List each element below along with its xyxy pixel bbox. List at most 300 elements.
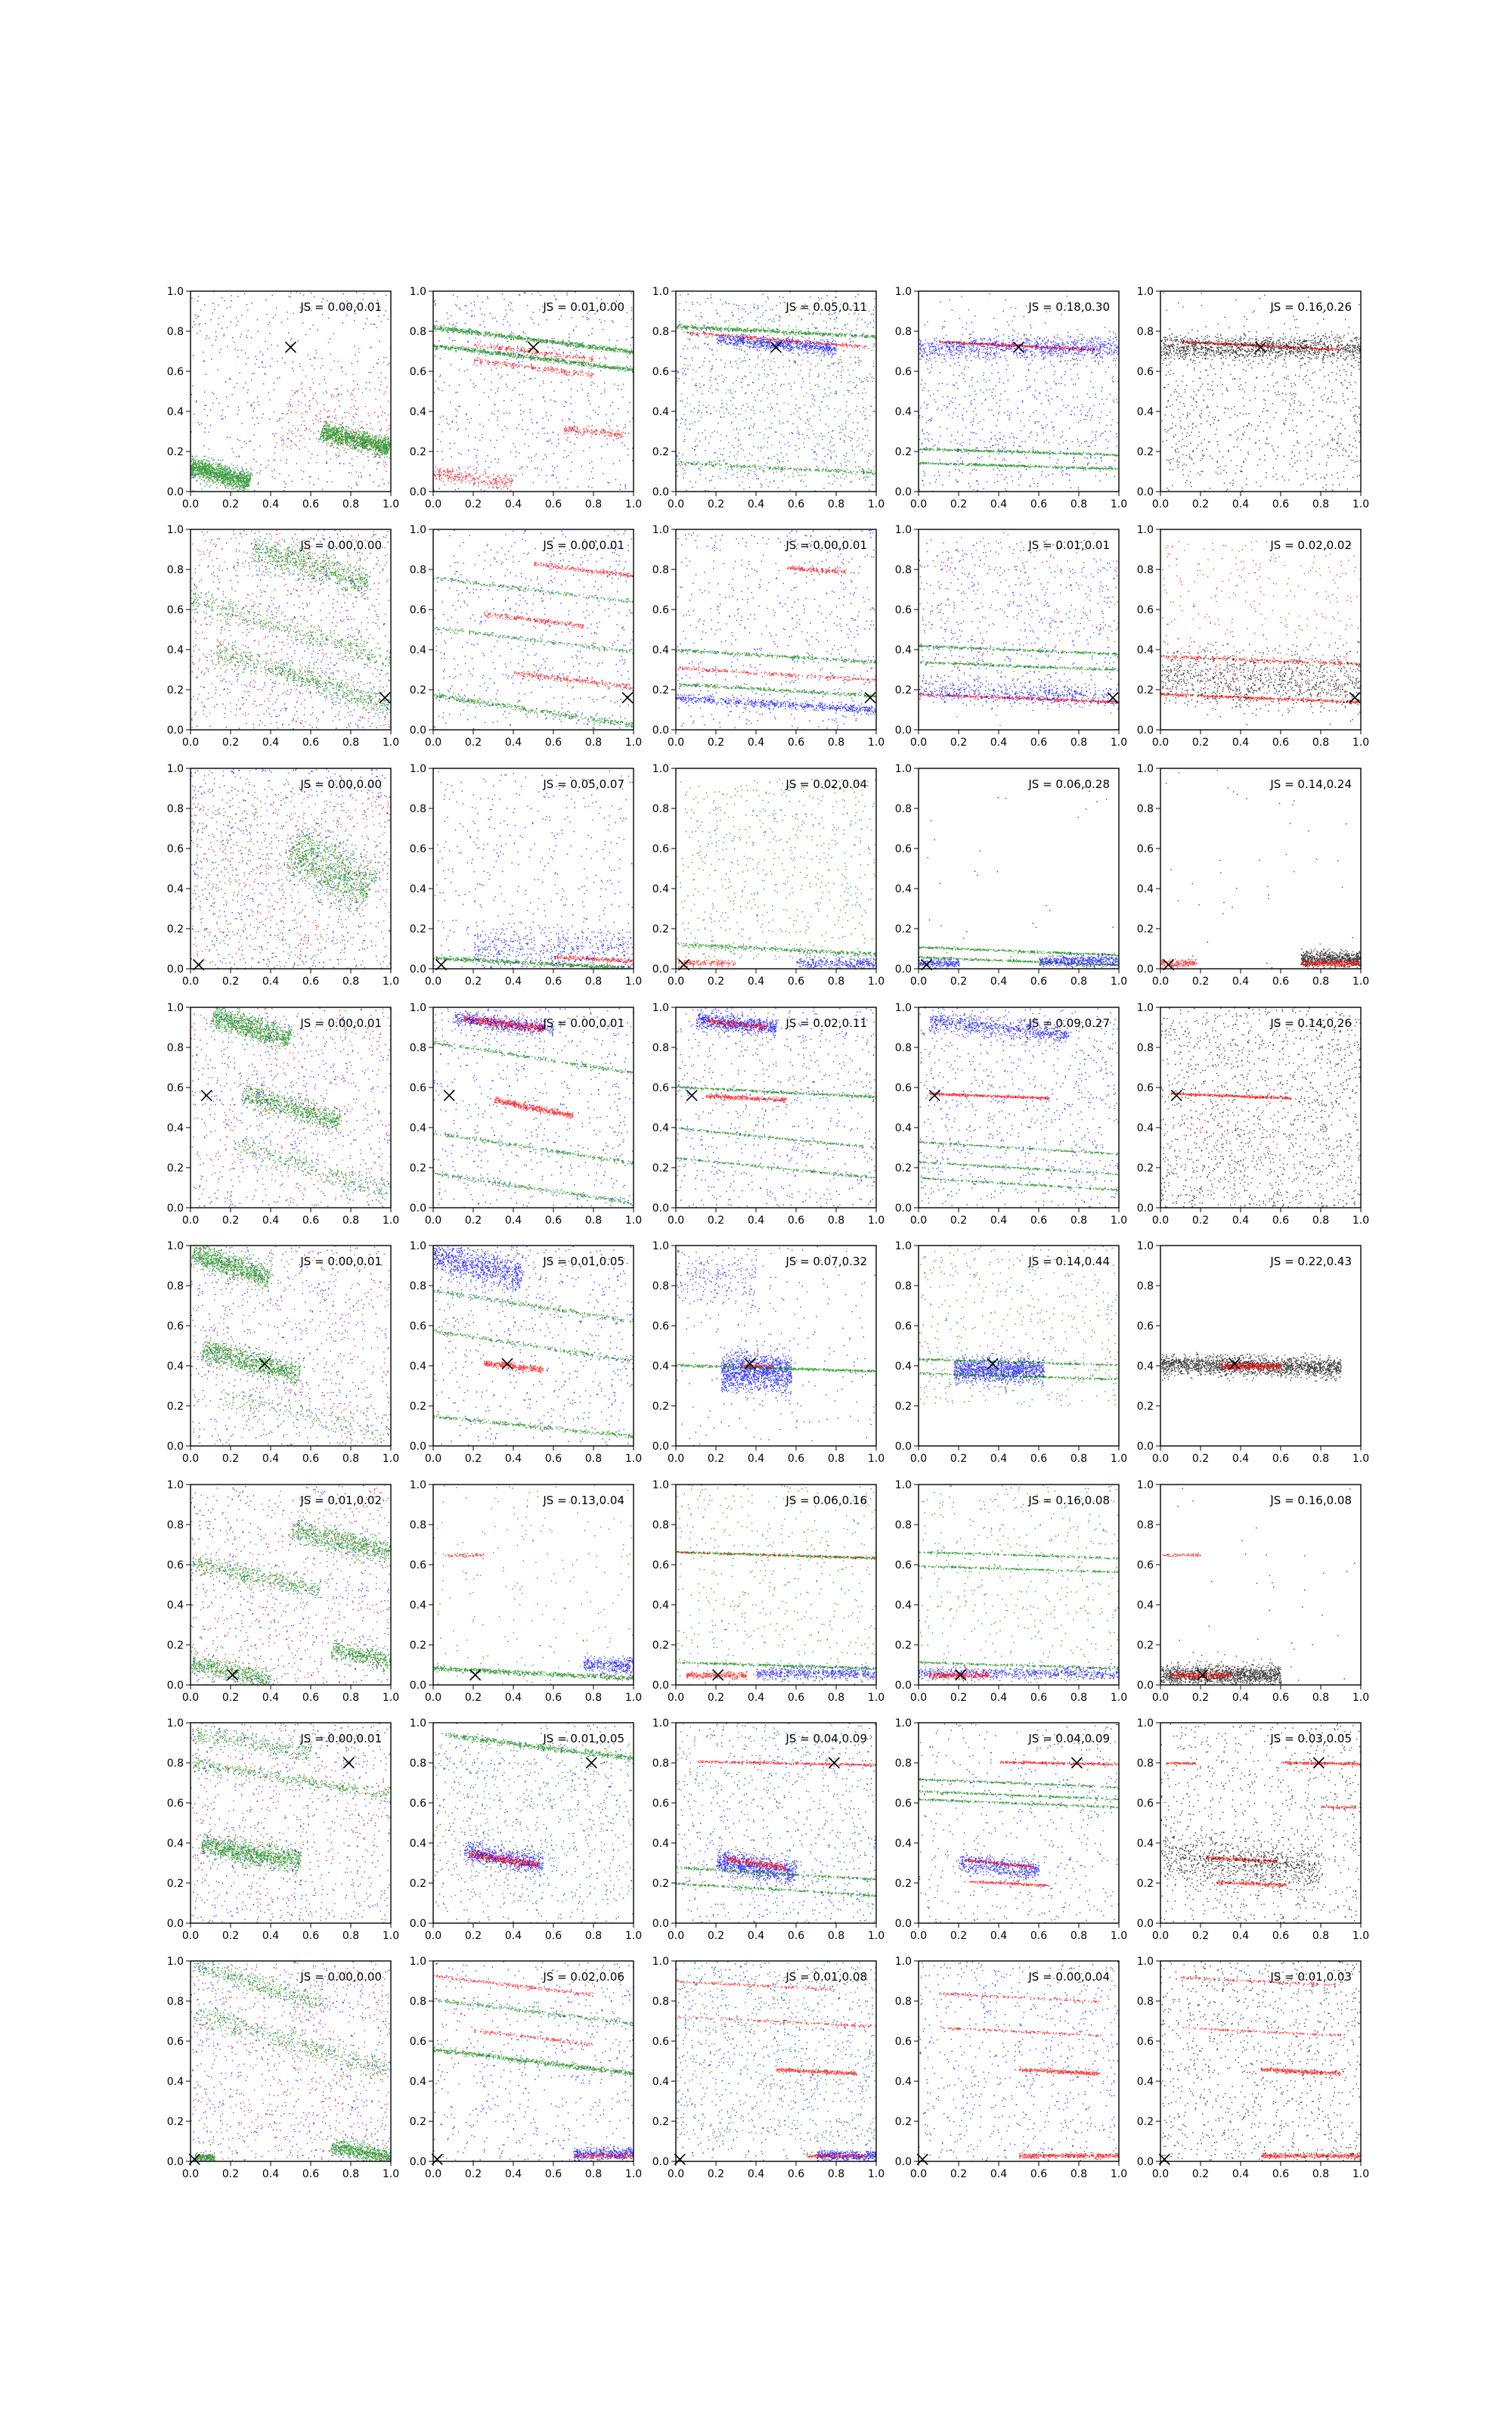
x-tick-label: 0.4 [990, 737, 1008, 749]
y-tick-label: 1.0 [409, 763, 426, 775]
y-tick-label: 0.2 [166, 923, 184, 935]
y-tick-label: 1.0 [652, 1717, 669, 1730]
y-tick-label: 0.0 [1136, 486, 1154, 498]
y-tick-label: 0.8 [409, 803, 426, 815]
x-tick-label: 0.0 [1151, 1930, 1170, 1942]
y-tick-label: 1.0 [166, 1002, 184, 1014]
y-tick-label: 0.8 [894, 803, 912, 815]
y-tick-label: 0.4 [166, 1838, 184, 1850]
y-tick-label: 0.6 [166, 2036, 184, 2048]
y-tick-label: 0.6 [1136, 366, 1154, 378]
y-tick-label: 0.6 [894, 843, 912, 855]
y-tick-label: 0.0 [652, 1918, 669, 1930]
x-tick-label: 1.0 [1352, 1215, 1370, 1227]
x-tick-label: 1.0 [624, 1692, 643, 1704]
y-tick-label: 0.6 [1136, 1559, 1154, 1571]
y-tick-label: 0.2 [166, 1878, 184, 1890]
x-tick-label: 0.2 [707, 2168, 725, 2180]
y-tick-label: 0.2 [166, 2116, 184, 2128]
x-tick-label: 1.0 [624, 2168, 643, 2180]
x-tick-label: 0.0 [424, 1692, 442, 1704]
y-tick-label: 1.0 [166, 1479, 184, 1491]
y-tick-label: 0.8 [1136, 1280, 1154, 1292]
y-tick-label: 0.4 [409, 644, 426, 656]
x-tick-label: 1.0 [867, 498, 885, 510]
x-tick-label: 0.8 [342, 1215, 360, 1227]
x-tick-label: 1.0 [1110, 1215, 1128, 1227]
y-tick-label: 0.4 [652, 644, 669, 656]
x-tick-label: 0.4 [504, 976, 522, 988]
y-tick-label: 0.0 [652, 486, 669, 498]
js-annotation: JS = 0.03,0.05 [1270, 1732, 1352, 1745]
y-tick-label: 0.8 [166, 1519, 184, 1531]
y-tick-label: 0.8 [166, 803, 184, 815]
y-tick-label: 0.6 [166, 604, 184, 616]
x-tick-label: 0.8 [584, 1692, 603, 1704]
y-tick-label: 1.0 [166, 524, 184, 536]
x-tick-label: 0.8 [342, 1692, 360, 1704]
x-tick-label: 0.2 [707, 737, 725, 749]
js-annotation: JS = 0.04,0.09 [785, 1732, 867, 1745]
y-tick-label: 0.6 [894, 1320, 912, 1333]
js-annotation: JS = 0.09,0.27 [1028, 1016, 1110, 1030]
y-tick-label: 0.0 [166, 1441, 184, 1453]
y-tick-label: 0.8 [652, 326, 669, 338]
y-tick-label: 1.0 [1136, 1002, 1154, 1014]
y-tick-label: 0.0 [652, 2156, 669, 2168]
y-tick-label: 1.0 [894, 1240, 912, 1252]
js-annotation: JS = 0.00,0.01 [300, 1255, 382, 1268]
x-tick-label: 0.0 [667, 1692, 685, 1704]
js-annotation: JS = 0.01,0.03 [1270, 1970, 1352, 1984]
y-tick-label: 0.0 [409, 1441, 426, 1453]
y-tick-label: 0.6 [894, 1798, 912, 1810]
y-tick-label: 0.4 [652, 883, 669, 895]
x-tick-label: 0.8 [1312, 737, 1330, 749]
x-tick-label: 0.4 [262, 737, 280, 749]
x-tick-label: 0.6 [302, 1453, 320, 1465]
y-tick-label: 0.4 [409, 1838, 426, 1850]
x-tick-label: 1.0 [867, 1453, 885, 1465]
x-tick-label: 0.6 [1030, 498, 1048, 510]
y-tick-label: 0.4 [166, 1599, 184, 1612]
js-annotation: JS = 0.04,0.09 [1028, 1732, 1110, 1745]
y-tick-label: 0.4 [894, 1122, 912, 1134]
x-tick-label: 0.0 [1151, 737, 1170, 749]
y-tick-label: 1.0 [652, 1240, 669, 1252]
y-tick-label: 0.8 [652, 1519, 669, 1531]
x-tick-label: 0.4 [504, 1215, 522, 1227]
y-tick-label: 0.6 [894, 366, 912, 378]
y-tick-label: 1.0 [1136, 524, 1154, 536]
y-tick-label: 0.6 [652, 1798, 669, 1810]
x-tick-label: 0.4 [747, 498, 765, 510]
x-tick-label: 1.0 [1110, 976, 1128, 988]
x-tick-label: 0.2 [950, 976, 968, 988]
y-tick-label: 0.4 [652, 2076, 669, 2088]
x-tick-label: 0.8 [1312, 1453, 1330, 1465]
y-tick-label: 1.0 [894, 1956, 912, 1968]
x-tick-label: 0.2 [464, 1453, 482, 1465]
y-tick-label: 0.4 [1136, 2076, 1154, 2088]
x-tick-label: 0.8 [1312, 976, 1330, 988]
x-tick-label: 1.0 [1352, 1692, 1370, 1704]
x-tick-label: 1.0 [624, 976, 643, 988]
y-tick-label: 0.2 [409, 1162, 426, 1174]
y-tick-label: 0.2 [409, 684, 426, 697]
y-tick-label: 0.0 [652, 1202, 669, 1215]
y-tick-label: 0.8 [894, 1042, 912, 1054]
x-tick-label: 0.0 [667, 1930, 685, 1942]
js-annotation: JS = 0.02,0.04 [785, 777, 867, 791]
y-tick-label: 0.2 [166, 1162, 184, 1174]
x-tick-label: 0.0 [909, 1692, 928, 1704]
x-tick-label: 1.0 [624, 1453, 643, 1465]
x-tick-label: 0.0 [181, 737, 200, 749]
y-tick-label: 0.8 [1136, 326, 1154, 338]
x-tick-label: 1.0 [624, 1215, 643, 1227]
y-tick-label: 1.0 [894, 1479, 912, 1491]
x-tick-label: 1.0 [1352, 498, 1370, 510]
x-tick-label: 0.0 [181, 1930, 200, 1942]
x-tick-label: 0.4 [262, 1453, 280, 1465]
x-tick-label: 1.0 [624, 1930, 643, 1942]
x-tick-label: 0.6 [787, 1930, 805, 1942]
y-tick-label: 0.8 [894, 1519, 912, 1531]
y-tick-label: 0.6 [409, 843, 426, 855]
x-tick-label: 1.0 [1110, 2168, 1128, 2180]
y-tick-label: 0.4 [409, 2076, 426, 2088]
y-tick-label: 0.0 [166, 1918, 184, 1930]
js-annotation: JS = 0.06,0.16 [785, 1494, 867, 1507]
y-tick-label: 0.4 [1136, 644, 1154, 656]
y-tick-label: 0.8 [1136, 1519, 1154, 1531]
x-tick-label: 0.0 [909, 1453, 928, 1465]
x-tick-label: 0.0 [667, 498, 685, 510]
x-tick-label: 0.6 [544, 1453, 562, 1465]
y-tick-label: 0.0 [894, 1680, 912, 1692]
x-tick-label: 0.6 [1272, 1215, 1290, 1227]
x-tick-label: 0.2 [222, 498, 240, 510]
x-tick-label: 0.8 [584, 1453, 603, 1465]
y-tick-label: 0.0 [894, 1918, 912, 1930]
js-annotation: JS = 0.02,0.02 [1270, 538, 1352, 552]
y-tick-label: 0.0 [409, 724, 426, 737]
js-annotation: JS = 0.00,0.01 [300, 1732, 382, 1745]
x-tick-label: 0.8 [1312, 1215, 1330, 1227]
x-tick-label: 0.2 [464, 2168, 482, 2180]
js-annotation: JS = 0.02,0.11 [785, 1016, 867, 1030]
x-tick-label: 1.0 [624, 737, 643, 749]
x-tick-label: 0.0 [1151, 1453, 1170, 1465]
x-tick-label: 0.8 [342, 1930, 360, 1942]
y-tick-label: 1.0 [894, 524, 912, 536]
js-annotation: JS = 0.16,0.08 [1028, 1494, 1110, 1507]
y-tick-label: 0.2 [894, 1878, 912, 1890]
y-tick-label: 0.0 [166, 1202, 184, 1215]
y-tick-label: 0.4 [894, 1838, 912, 1850]
y-tick-label: 0.6 [652, 1082, 669, 1094]
x-tick-label: 0.0 [667, 737, 685, 749]
y-tick-label: 0.0 [1136, 1202, 1154, 1215]
y-tick-label: 0.8 [409, 1280, 426, 1292]
x-tick-label: 0.4 [1232, 1930, 1250, 1942]
y-tick-label: 0.6 [166, 366, 184, 378]
x-tick-label: 0.8 [584, 737, 603, 749]
y-tick-label: 0.4 [409, 406, 426, 418]
js-annotation: JS = 0.00,0.01 [543, 1016, 624, 1030]
y-tick-label: 0.2 [1136, 923, 1154, 935]
y-tick-label: 0.6 [652, 1559, 669, 1571]
y-tick-label: 0.4 [1136, 883, 1154, 895]
y-tick-label: 0.2 [652, 1640, 669, 1652]
y-tick-label: 0.4 [894, 883, 912, 895]
x-tick-label: 0.8 [342, 2168, 360, 2180]
x-tick-label: 0.8 [342, 1453, 360, 1465]
y-tick-label: 1.0 [1136, 1717, 1154, 1730]
y-tick-label: 1.0 [409, 1240, 426, 1252]
x-tick-label: 0.2 [464, 1692, 482, 1704]
y-tick-label: 0.6 [652, 843, 669, 855]
y-tick-label: 1.0 [166, 1956, 184, 1968]
x-tick-label: 0.6 [544, 1215, 562, 1227]
x-tick-label: 0.6 [1272, 1692, 1290, 1704]
y-tick-label: 0.6 [1136, 604, 1154, 616]
y-tick-label: 0.0 [409, 2156, 426, 2168]
y-tick-label: 0.6 [894, 2036, 912, 2048]
y-tick-label: 0.8 [894, 1280, 912, 1292]
y-tick-label: 0.2 [652, 1878, 669, 1890]
js-annotation: JS = 0.14,0.24 [1270, 777, 1352, 791]
x-tick-label: 0.8 [1312, 1930, 1330, 1942]
x-tick-label: 0.4 [1232, 2168, 1250, 2180]
x-tick-label: 0.6 [787, 498, 805, 510]
y-tick-label: 0.0 [894, 1202, 912, 1215]
y-tick-label: 0.8 [409, 564, 426, 576]
x-tick-label: 0.6 [1272, 1930, 1290, 1942]
x-tick-label: 1.0 [1110, 1453, 1128, 1465]
y-tick-label: 1.0 [1136, 763, 1154, 775]
y-tick-label: 0.8 [652, 803, 669, 815]
x-tick-label: 1.0 [867, 737, 885, 749]
y-tick-label: 1.0 [166, 763, 184, 775]
y-tick-label: 0.0 [1136, 1441, 1154, 1453]
x-tick-label: 0.2 [222, 1453, 240, 1465]
y-tick-label: 1.0 [166, 286, 184, 298]
x-tick-label: 0.6 [1030, 2168, 1048, 2180]
y-tick-label: 0.8 [652, 564, 669, 576]
y-tick-label: 0.6 [894, 604, 912, 616]
y-tick-label: 0.4 [652, 1122, 669, 1134]
x-tick-label: 1.0 [1352, 976, 1370, 988]
x-tick-label: 0.6 [787, 1215, 805, 1227]
y-tick-label: 1.0 [652, 524, 669, 536]
x-tick-label: 0.2 [1191, 2168, 1210, 2180]
x-tick-label: 0.2 [707, 498, 725, 510]
x-tick-label: 0.6 [544, 2168, 562, 2180]
y-tick-label: 1.0 [1136, 1479, 1154, 1491]
js-annotation: JS = 0.00,0.00 [300, 538, 382, 552]
x-tick-label: 0.6 [1030, 1930, 1048, 1942]
y-tick-label: 0.4 [409, 1360, 426, 1373]
y-tick-label: 0.4 [166, 883, 184, 895]
x-tick-label: 0.8 [827, 1453, 845, 1465]
y-tick-label: 1.0 [409, 1479, 426, 1491]
js-annotation: JS = 0.16,0.08 [1270, 1494, 1352, 1507]
y-tick-label: 0.2 [1136, 1640, 1154, 1652]
y-tick-label: 0.8 [1136, 1758, 1154, 1770]
x-tick-label: 0.2 [950, 2168, 968, 2180]
x-tick-label: 0.8 [827, 737, 845, 749]
x-tick-label: 1.0 [867, 1215, 885, 1227]
y-tick-label: 0.8 [894, 1758, 912, 1770]
js-annotation: JS = 0.01,0.00 [543, 300, 624, 314]
x-tick-label: 0.6 [1030, 976, 1048, 988]
y-tick-label: 0.2 [1136, 446, 1154, 458]
x-tick-label: 0.2 [1191, 976, 1210, 988]
y-tick-label: 0.0 [409, 1680, 426, 1692]
y-tick-label: 0.8 [409, 1519, 426, 1531]
y-tick-label: 0.6 [652, 2036, 669, 2048]
x-tick-label: 0.8 [584, 498, 603, 510]
x-tick-label: 0.6 [1272, 498, 1290, 510]
y-tick-label: 0.0 [894, 2156, 912, 2168]
y-tick-label: 0.4 [166, 406, 184, 418]
y-tick-label: 0.6 [409, 2036, 426, 2048]
y-tick-label: 0.8 [166, 1996, 184, 2008]
js-annotation: JS = 0.14,0.44 [1028, 1255, 1110, 1268]
y-tick-label: 1.0 [652, 286, 669, 298]
y-tick-label: 0.0 [409, 486, 426, 498]
y-tick-label: 0.0 [652, 963, 669, 976]
y-tick-label: 0.6 [894, 1559, 912, 1571]
x-tick-label: 1.0 [382, 1930, 400, 1942]
y-tick-label: 0.4 [894, 644, 912, 656]
y-tick-label: 0.6 [166, 843, 184, 855]
x-tick-label: 0.0 [1151, 2168, 1170, 2180]
x-tick-label: 0.6 [787, 1453, 805, 1465]
x-tick-label: 0.2 [1191, 1692, 1210, 1704]
y-tick-label: 1.0 [409, 524, 426, 536]
x-tick-label: 0.6 [787, 976, 805, 988]
x-tick-label: 0.8 [827, 1930, 845, 1942]
x-tick-label: 0.4 [262, 2168, 280, 2180]
y-tick-label: 0.2 [409, 923, 426, 935]
x-tick-label: 0.6 [544, 1692, 562, 1704]
x-tick-label: 0.8 [1312, 1692, 1330, 1704]
x-tick-label: 1.0 [867, 1930, 885, 1942]
x-tick-label: 0.0 [667, 1453, 685, 1465]
x-tick-label: 1.0 [1110, 1930, 1128, 1942]
x-tick-label: 0.8 [1070, 2168, 1088, 2180]
x-tick-label: 0.2 [707, 1692, 725, 1704]
x-tick-label: 0.8 [827, 2168, 845, 2180]
x-tick-label: 0.2 [1191, 1215, 1210, 1227]
y-tick-label: 0.0 [894, 724, 912, 737]
x-tick-label: 0.4 [747, 976, 765, 988]
y-tick-label: 0.2 [652, 1401, 669, 1413]
x-tick-label: 0.0 [424, 976, 442, 988]
y-tick-label: 0.6 [166, 1320, 184, 1333]
x-tick-label: 0.0 [181, 1215, 200, 1227]
y-tick-label: 0.6 [409, 604, 426, 616]
js-annotation: JS = 0.14,0.26 [1270, 1016, 1352, 1030]
y-tick-label: 0.4 [894, 2076, 912, 2088]
y-tick-label: 1.0 [1136, 1956, 1154, 1968]
y-tick-label: 0.6 [409, 1082, 426, 1094]
x-tick-label: 0.4 [504, 1692, 522, 1704]
x-tick-label: 0.2 [464, 976, 482, 988]
js-annotation: JS = 0.05,0.11 [785, 300, 867, 314]
js-annotation: JS = 0.01,0.08 [785, 1970, 867, 1984]
y-tick-label: 0.6 [652, 1320, 669, 1333]
y-tick-label: 0.8 [166, 1758, 184, 1770]
y-tick-label: 1.0 [894, 763, 912, 775]
y-tick-label: 0.2 [166, 1640, 184, 1652]
y-tick-label: 0.4 [652, 406, 669, 418]
y-tick-label: 0.8 [1136, 803, 1154, 815]
y-tick-label: 0.0 [166, 963, 184, 976]
y-tick-label: 0.2 [166, 1401, 184, 1413]
js-annotation: JS = 0.00,0.01 [543, 538, 624, 552]
x-tick-label: 0.4 [990, 1692, 1008, 1704]
y-tick-label: 0.8 [1136, 564, 1154, 576]
x-tick-label: 0.6 [302, 1215, 320, 1227]
y-tick-label: 0.8 [894, 326, 912, 338]
y-tick-label: 0.6 [166, 1559, 184, 1571]
x-tick-label: 0.6 [1030, 1215, 1048, 1227]
x-tick-label: 0.4 [504, 2168, 522, 2180]
x-tick-label: 0.6 [1030, 1453, 1048, 1465]
x-tick-label: 0.8 [584, 1215, 603, 1227]
x-tick-label: 0.4 [504, 498, 522, 510]
y-tick-label: 0.0 [652, 1441, 669, 1453]
y-tick-label: 0.0 [1136, 2156, 1154, 2168]
y-tick-label: 0.4 [409, 1122, 426, 1134]
x-tick-label: 0.4 [747, 2168, 765, 2180]
y-tick-label: 0.0 [1136, 724, 1154, 737]
x-tick-label: 1.0 [867, 976, 885, 988]
y-tick-label: 0.4 [652, 1838, 669, 1850]
x-tick-label: 0.0 [181, 976, 200, 988]
x-tick-label: 0.6 [787, 1692, 805, 1704]
x-tick-label: 0.6 [1272, 1453, 1290, 1465]
y-tick-label: 0.4 [652, 1599, 669, 1612]
js-annotation: JS = 0.13,0.04 [543, 1494, 624, 1507]
y-tick-label: 0.6 [1136, 2036, 1154, 2048]
x-tick-label: 0.4 [1232, 976, 1250, 988]
x-tick-label: 1.0 [1110, 737, 1128, 749]
x-tick-label: 0.8 [1070, 976, 1088, 988]
y-tick-label: 0.6 [166, 1798, 184, 1810]
x-tick-label: 1.0 [382, 1692, 400, 1704]
x-tick-label: 0.8 [584, 976, 603, 988]
x-tick-label: 0.4 [504, 1930, 522, 1942]
x-tick-label: 0.4 [990, 976, 1008, 988]
x-tick-label: 0.0 [1151, 498, 1170, 510]
x-tick-label: 0.4 [747, 1453, 765, 1465]
y-tick-label: 0.2 [894, 923, 912, 935]
x-tick-label: 0.8 [1312, 2168, 1330, 2180]
x-tick-label: 0.2 [464, 737, 482, 749]
y-tick-label: 0.2 [652, 684, 669, 697]
x-tick-label: 0.4 [990, 1215, 1008, 1227]
y-tick-label: 0.6 [1136, 1320, 1154, 1333]
js-annotation: JS = 0.05,0.07 [543, 777, 624, 791]
x-tick-label: 0.6 [1272, 976, 1290, 988]
y-tick-label: 0.0 [652, 1680, 669, 1692]
y-tick-label: 0.4 [166, 644, 184, 656]
